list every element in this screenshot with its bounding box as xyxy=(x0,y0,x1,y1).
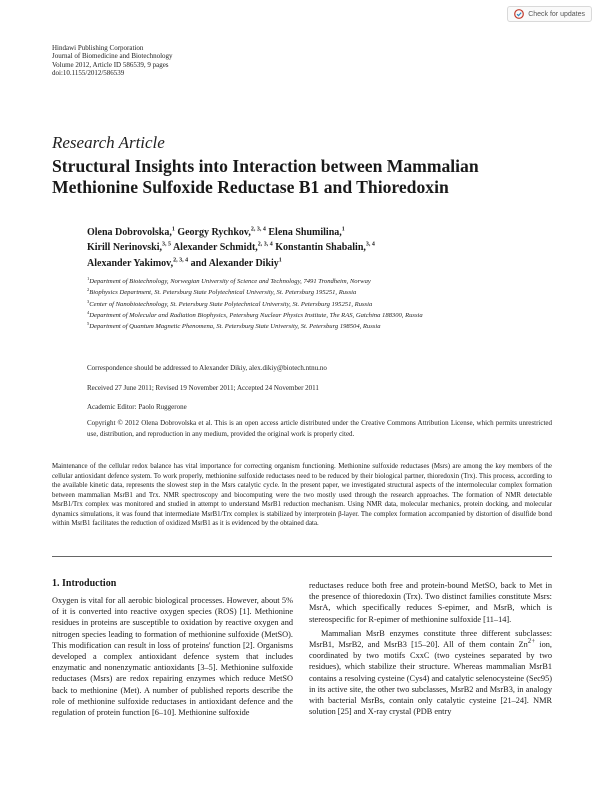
author-affiliation-ref: 1 xyxy=(341,226,345,233)
affiliation-item xyxy=(87,310,557,321)
affiliation-text: Department of Biotechnology, Norwegian University of Science and Technology, 7491 Trondheim, Norway xyxy=(89,278,371,285)
affiliation-number: 3 xyxy=(87,298,90,304)
correspondence-line[interactable]: Correspondence should be addressed to Alexander Dikiy, alex.dikiy@biotech.ntnu.no xyxy=(87,364,327,372)
affiliation-item xyxy=(87,321,557,332)
affiliation-text: Biophysics Department, St. Petersburg State Polytechnical University, St. Petersburg 195251, Russia xyxy=(89,289,357,297)
body-paragraph: Oxygen is vital for all aerobic biological processes. However, about 5% of it is converted into reactive oxygen species (ROS) [1]. Methionine residues in proteins are susceptible to oxidation by reactive oxygen and nitrogen species leading to formation of methionine sulfoxide (MetSO). This modification can result in loss of proteins' function [2]. Organisms developed a complex antioxidant defence system that includes enzymatic and nonenzymatic antioxidants [3–5]. Methionine sulfoxide reductases (Msrs) are redox repairing enzymes which reduce MetSO back to methionine (Met). A number of published reports describe the role of methionine sulfoxide reductases in antioxidant defence and the regulation of protein function [6–10]. Methionine sulfoxide xyxy=(52,596,293,718)
check-for-updates-badge[interactable] xyxy=(507,6,592,22)
publisher-line: Hindawi Publishing Corporation xyxy=(52,44,144,52)
affiliation-number: 2 xyxy=(87,287,90,293)
author-affiliation-ref: 1 xyxy=(278,257,282,264)
affiliation-item xyxy=(87,276,557,287)
affiliation-number: 5 xyxy=(87,321,90,326)
journal-name-line: Journal of Biomedicine and Biotechnology xyxy=(52,52,173,61)
body-paragraph: reductases reduce both free and protein-bound MetSO, back to Met in the presence of thioredoxin (Trx). Two distinct families constitute Msrs: MsrA, which specifically reduces S-epimer, and MsrB, which is stereospecific for R-epimer of methionine sulfoxide [11–14]. xyxy=(309,581,552,624)
paragraph-text: Mammalian MsrB enzymes constitute three different subclasses: MsrB1, MsrB2, and MsrB3 [15–20]. All of them contain Zn xyxy=(309,628,552,650)
author-list xyxy=(87,225,557,271)
dates-line: Received 27 June 2011; Revised 19 November 2011; Accepted 24 November 2011 xyxy=(87,384,319,392)
author-name[interactable]: Konstantin Shabalin, xyxy=(275,242,366,254)
affiliation-list xyxy=(87,276,557,332)
author-affiliation-ref: 3, 4 xyxy=(365,242,375,249)
affiliation-text: Department of Molecular and Radiation Biophysics, Petersburg Nuclear Physics Institute, The RAS, Gatchina 188300, Russia xyxy=(89,311,423,319)
copyright-notice: Copyright © 2012 Olena Dobrovolska et al. This is an open access article distributed under the Creative Commons Attribution License, which permits unrestricted use, distribution, and reproduction in any medium, provided the original work is properly cited. xyxy=(87,419,552,438)
journal-header xyxy=(52,44,173,78)
author-name[interactable]: and Alexander Dikiy xyxy=(190,257,279,269)
author-name[interactable]: Georgy Rychkov, xyxy=(177,227,251,238)
abstract: Maintenance of the cellular redox balance has vital importance for correcting organism functioning. Methionine sulfoxide reductases (Msrs) are among the key members of the cellular antioxidant defence system. To work properly, methionine sulfoxide reductases need to be reduced by their biological partner, thioredoxin (Trx). This process, according to the available kinetic data, represents the slowest step in the Msrs catalytic cycle. In the present paper, we investigated structural aspects of the intermolecular complex formation between mammalian MsrB1 and Trx. NMR spectroscopy and biocomputing were the two mostly used through the research approaches. The formation of NMR detectable MsrB1/Trx complex was monitored and studied in attempt to understand MsrB1 reduction mechanism. Using NMR data, molecular mechanics, protein docking, and molecular dynamics simulations, it was found that intermediate MsrB1/Trx complex is stabilized by interprotein β-layer. The complex formation accompanied by distortion of disulfide bond within MsrB1 facilitates the reduction of oxidized MsrB1 as it is evidenced by the obtained data. xyxy=(52,463,552,527)
ion-charge-superscript: 2+ xyxy=(527,638,536,646)
affiliation-number: 4 xyxy=(87,309,90,315)
affiliation-number: 1 xyxy=(87,275,90,281)
article-title: Structural Insights into Interaction between Mammalian Methionine Sulfoxide Reductase B1 and Thioredoxin xyxy=(52,156,479,197)
section-heading-introduction: 1. Introduction xyxy=(52,578,117,589)
affiliation-item xyxy=(87,287,557,298)
doi-line[interactable]: doi:10.1155/2012/586539 xyxy=(52,69,125,78)
author-name[interactable]: Alexander Yakimov, xyxy=(87,257,174,269)
affiliation-text: Department of Quantum Magnetic Phenomena, St. Petersburg State University, St. Petersburg 198504, Russia xyxy=(89,323,381,331)
author-affiliation-ref: 1 xyxy=(171,226,175,233)
author-affiliation-ref: 2, 3, 4 xyxy=(250,226,266,233)
author-name[interactable]: Alexander Schmidt, xyxy=(172,242,258,254)
affiliation-text: Center of Nanobiotechnology, St. Petersburg State Polytechnical University, St. Petersburg 195251, Russia xyxy=(89,300,373,308)
check-for-updates-label: Check for updates xyxy=(528,10,585,18)
affiliation-item xyxy=(87,299,557,310)
body-column-left xyxy=(52,595,293,718)
author-name[interactable]: Olena Dobrovolska, xyxy=(87,227,172,238)
article-type: Research Article xyxy=(52,133,165,152)
academic-editor-line: Academic Editor: Paolo Ruggerone xyxy=(87,403,187,411)
author-name[interactable]: Elena Shumilina, xyxy=(268,227,342,238)
author-affiliation-ref: 3, 5 xyxy=(162,242,171,249)
author-affiliation-ref: 2, 3, 4 xyxy=(173,257,189,264)
check-for-updates-icon xyxy=(514,9,524,19)
paragraph-text: ion, coordinated by two motifs CxxC (two cysteines separated by two residues), which stabilize their structure. Whereas mammalian MsrB1 contains a resolving cysteine (Cys4) and catalytic selenocysteine (Sec95) in its active site, the other two subclasses, MsrB2 and MsrB3, in analogy with bacterial MsrBs, contain only catalytic cysteine [21–24]. NMR solution [25] and X-ray crystal (PDB entry xyxy=(309,640,552,717)
author-name[interactable]: Kirill Nerinovski, xyxy=(87,242,162,254)
body-paragraph xyxy=(309,628,552,718)
author-affiliation-ref: 2, 3, 4 xyxy=(257,242,273,249)
volume-line: Volume 2012, Article ID 586539, 9 pages xyxy=(52,60,169,69)
body-column-right xyxy=(309,580,552,717)
section-divider xyxy=(52,556,552,557)
